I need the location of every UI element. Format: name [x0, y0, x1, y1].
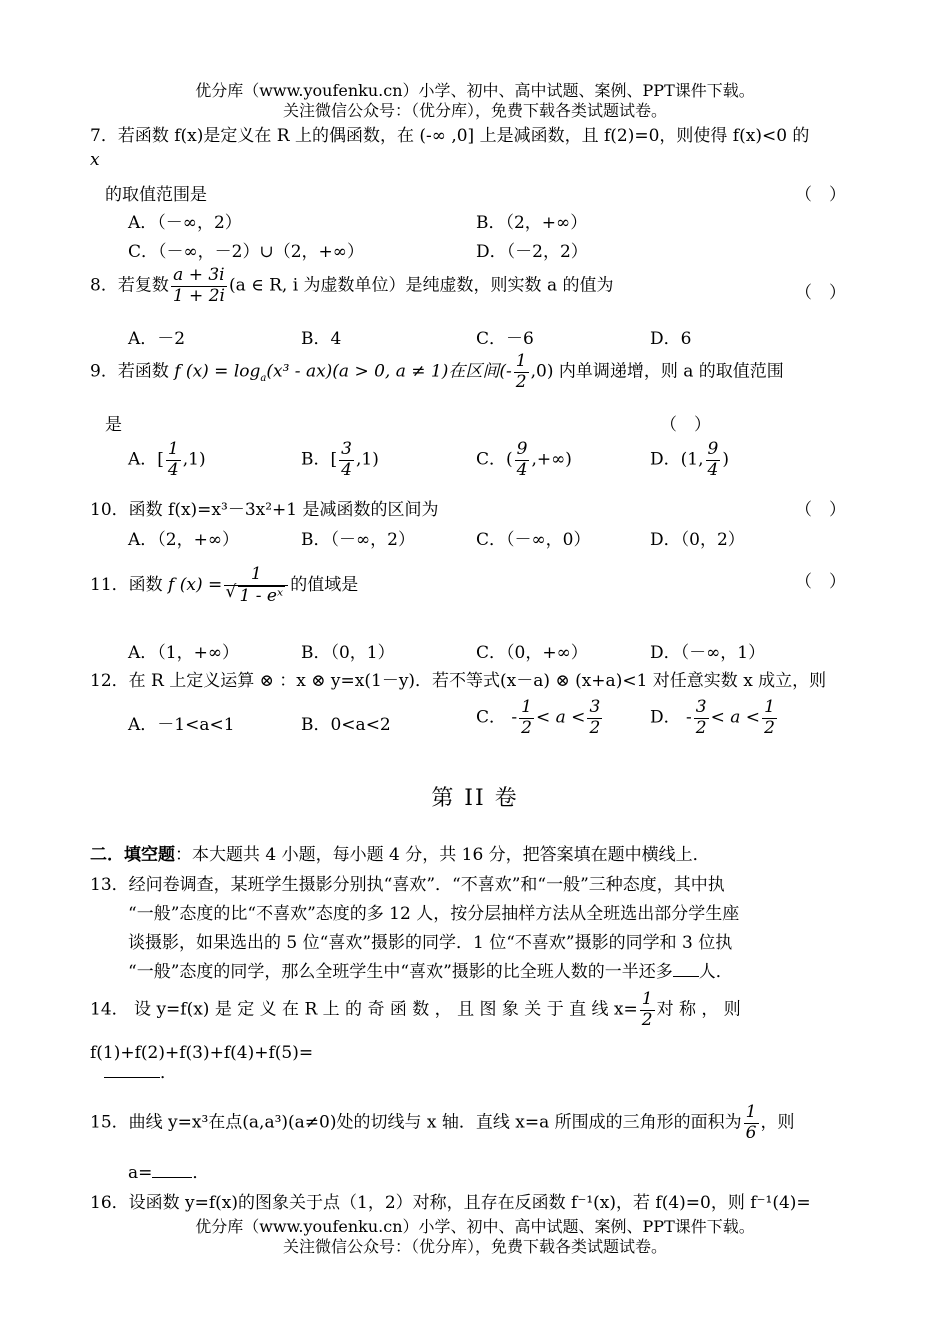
q8-prefix: 8．若复数: [90, 275, 169, 296]
q14-line-1-text: 14． 设 y=f(x) 是 定 义 在 R 上 的 奇 函 数 ， 且 图 象 关 于 直 线 x=: [90, 999, 638, 1020]
q11-answer-paren: （ ）: [795, 572, 846, 592]
q11-option-b: B．（0，1）: [301, 643, 395, 663]
q7-option-a: A．（－∞，2）: [128, 213, 242, 233]
q9-a-label: A．: [128, 449, 158, 470]
q12-d-den-1: 2: [695, 717, 707, 738]
q9-b-open: [: [330, 449, 338, 470]
q12-c-den-1: 2: [521, 717, 532, 738]
q8-suffix: (a ∈ R, i 为虚数单位）是纯虚数，则实数 a 的值为: [228, 275, 614, 296]
q12-d-num-1: 3: [695, 697, 707, 717]
q14-line-3: [104, 1058, 177, 1083]
q11-option-a: A．（1，+∞）: [128, 643, 239, 663]
q9-fraction: [514, 352, 529, 392]
footer-line-1: 优分库（www.youfenku.cn）小学、初中、高中试题、案例、PPT课件下载。: [195, 1217, 755, 1236]
q9-line-2: 是: [105, 415, 122, 435]
q8-answer-paren: （ ）: [795, 283, 846, 303]
section-title: 第 II 卷: [431, 786, 519, 811]
q11-stem: [90, 565, 358, 606]
q12-d-ineq: < a <: [710, 707, 761, 728]
q13-line-2: “一般”态度的比“不喜欢”态度的多 12 人，按分层抽样方法从全班选出部分学生座: [128, 904, 740, 924]
q12-c-ineq: < a <: [536, 707, 586, 728]
part2-intro: [90, 840, 710, 865]
q9-d-num: 9: [707, 439, 719, 459]
q9-frac-den: 2: [515, 371, 527, 392]
q11-function: f (x) =: [168, 575, 223, 596]
q8-denominator: 1 + 2i: [172, 285, 225, 306]
q9-frac-num: 1: [515, 351, 527, 371]
q12-option-a: A．－1<a<1: [128, 715, 235, 735]
q13-line-3: 谈摄影，如果选出的 5 位“喜欢”摄影的同学．1 位“不喜欢”摄影的同学和 3 位执: [128, 933, 733, 953]
q15-answer-blank[interactable]: [152, 1177, 192, 1178]
q14-line-2: f(1)+f(2)+f(3)+f(4)+f(5)=: [90, 1043, 314, 1063]
q10-answer-paren: （ ）: [795, 500, 846, 520]
q12-c-num-1: 1: [521, 697, 532, 717]
q9-d-label: D．: [650, 449, 681, 470]
q7-line-3: 的取值范围是: [105, 185, 207, 205]
q16-stem: 16．设函数 y=f(x)的图象关于点（1，2）对称，且存在反函数 f⁻¹(x)，若 f(4)=0，则 f⁻¹(4)=: [90, 1193, 811, 1213]
q14-line-3-end: ．: [160, 1063, 177, 1083]
q9-c-den: 4: [516, 459, 528, 480]
q8-fraction: [171, 266, 227, 306]
q9-a-num: 1: [167, 439, 179, 459]
q11-option-d: D．（－∞，1）: [650, 643, 766, 663]
q9-d-fraction: [706, 440, 721, 480]
q8-stem: [90, 266, 614, 306]
q15-line-2: [128, 1158, 209, 1183]
q15-line-2-text: a=: [128, 1163, 153, 1183]
q9-a-close: ,1): [182, 449, 206, 470]
q9-c-open: (: [506, 449, 513, 470]
q7-option-c: C．（－∞，－2）∪（2，+∞）: [128, 242, 364, 262]
q14-answer-blank[interactable]: [104, 1077, 160, 1078]
q12-c-fraction-2: [587, 698, 602, 738]
q15-fraction: [744, 1103, 759, 1143]
q9-d-open: (1,: [680, 449, 704, 470]
q9-c-fraction: [515, 440, 530, 480]
q12-d-fraction-1: [694, 698, 709, 738]
q9-c-close: ,+∞): [531, 449, 572, 470]
q12-option-b: B．0<a<2: [301, 715, 391, 735]
header-line-1: 优分库（www.youfenku.cn）小学、初中、高中试题、案例、PPT课件下载。: [195, 81, 755, 100]
q12-c-label: C．: [476, 707, 507, 728]
q9-answer-paren: （ ）: [660, 415, 711, 435]
q8-option-d: D．6: [650, 329, 692, 349]
q12-d-minus: -: [686, 707, 692, 728]
q12-stem: 12．在 R 上定义运算 ⊗ ：x ⊗ y=x(1－y)．若不等式(x－a) ⊗ (x+a)<1 对任意实数 x 成立，则: [90, 671, 827, 691]
q10-stem: 10．函数 f(x)=x³－3x²+1 是减函数的区间为: [90, 500, 439, 520]
q9-function: f (x) = log: [174, 361, 261, 382]
q9-b-num: 3: [341, 439, 352, 459]
q14-line-1: [90, 990, 741, 1030]
q9-b-fraction: [339, 440, 354, 480]
q11-denominator: √ 1 - eˣ: [238, 586, 285, 607]
q12-d-label: D．: [650, 707, 681, 728]
q12-d-den-2: 2: [764, 717, 775, 738]
q15-line-1-text: 15．曲线 y=x³在点(a,a³)(a≠0)处的切线与 x 轴．直线 x=a 所围成的三角形的面积为: [90, 1112, 742, 1133]
q10-option-a: A．（2，+∞）: [128, 530, 239, 550]
q9-c-num: 9: [516, 439, 528, 459]
q7-line-1: 7．若函数 f(x)是定义在 R 上的偶函数，在 (-∞ ,0] 上是减函数，且 f(2)=0，则使得 f(x)<0 的: [90, 126, 810, 146]
q9-function-body: (x³ - ax)(a > 0, a ≠ 1)在区间(-: [266, 361, 512, 382]
q9-option-b: [301, 440, 379, 480]
q15-line-2-end: ．: [192, 1163, 210, 1183]
q9-option-a: [128, 440, 206, 480]
q9-option-c: [476, 440, 572, 480]
q11-prefix: 11．函数: [90, 575, 163, 596]
q9-b-den: 4: [341, 459, 352, 480]
q13-line-1: 13．经问卷调查，某班学生摄影分别执“喜欢”．“不喜欢”和“一般”三种态度，其中执: [90, 875, 725, 895]
q11-numerator: 1: [224, 565, 288, 586]
q9-a-fraction: [166, 440, 181, 480]
q12-c-den-2: 2: [589, 717, 601, 738]
q9-c-label: C．: [476, 449, 507, 470]
q8-option-a: A．－2: [128, 329, 186, 349]
q10-option-d: D．（0，2）: [650, 530, 745, 550]
q11-suffix: 的值域是: [290, 575, 359, 596]
q12-d-fraction-2: [762, 698, 777, 738]
q9-a-open: [: [157, 449, 164, 470]
q13-line-4: [128, 957, 733, 982]
q13-line-4-text: “一般”态度的同学，那么全班学生中“喜欢”摄影的比全班人数的一半还多: [128, 962, 673, 982]
part2-text: ：本大题共 4 小题，每小题 4 分，共 16 分，把答案填在题中横线上．: [175, 845, 710, 865]
q13-answer-blank[interactable]: [673, 976, 699, 977]
q11-fraction: [224, 565, 288, 606]
q12-c-num-2: 3: [589, 697, 601, 717]
q15-frac-den: 6: [745, 1122, 757, 1143]
q15-frac-num: 1: [745, 1102, 757, 1122]
q7-option-b: B．（2，+∞）: [476, 213, 588, 233]
q9-option-d: [650, 440, 729, 480]
q9-b-close: ,1): [355, 449, 379, 470]
q12-c-fraction-1: [519, 698, 534, 738]
q11-option-c: C．（0，+∞）: [476, 643, 588, 663]
q9-d-close: ): [722, 449, 729, 470]
q9-d-den: 4: [707, 459, 719, 480]
q14-frac-num: 1: [641, 989, 653, 1009]
q12-d-num-2: 1: [764, 697, 775, 717]
q9-prefix: 9．若函数: [90, 361, 169, 382]
q9-a-den: 4: [167, 459, 179, 480]
q7-answer-paren: （ ）: [795, 185, 846, 205]
q8-option-b: B．4: [301, 329, 342, 349]
q12-c-minus: -: [511, 707, 518, 728]
q8-numerator: a + 3i: [173, 265, 225, 285]
q9-suffix: ,0) 内单调递增，则 a 的取值范围: [530, 361, 784, 382]
q15-line-1: [90, 1103, 795, 1143]
q13-line-4-end: 人．: [698, 962, 733, 982]
q15-line-1-end: ，则: [760, 1112, 795, 1133]
q8-option-c: C．－6: [476, 329, 534, 349]
part2-label: 二．填空题: [90, 845, 175, 865]
q14-line-1-end: 对 称 ， 则: [656, 999, 741, 1020]
q7-option-d: D．（－2，2）: [476, 242, 588, 262]
q9-stem: [90, 352, 784, 392]
q12-option-c: [476, 698, 604, 738]
q14-fraction: [640, 990, 655, 1030]
q7-line-2: x: [90, 150, 100, 170]
footer-line-2: 关注微信公众号：（优分库），免费下载各类试题试卷。: [282, 1237, 667, 1256]
header-line-2: 关注微信公众号：（优分库），免费下载各类试题试卷。: [282, 101, 667, 120]
q12-option-d: [650, 698, 779, 738]
q9-log-base: a: [260, 372, 267, 384]
q10-option-c: C．（－∞，0）: [476, 530, 591, 550]
q9-b-label: B．: [301, 449, 331, 470]
q14-frac-den: 2: [641, 1009, 653, 1030]
q10-option-b: B．（－∞，2）: [301, 530, 415, 550]
